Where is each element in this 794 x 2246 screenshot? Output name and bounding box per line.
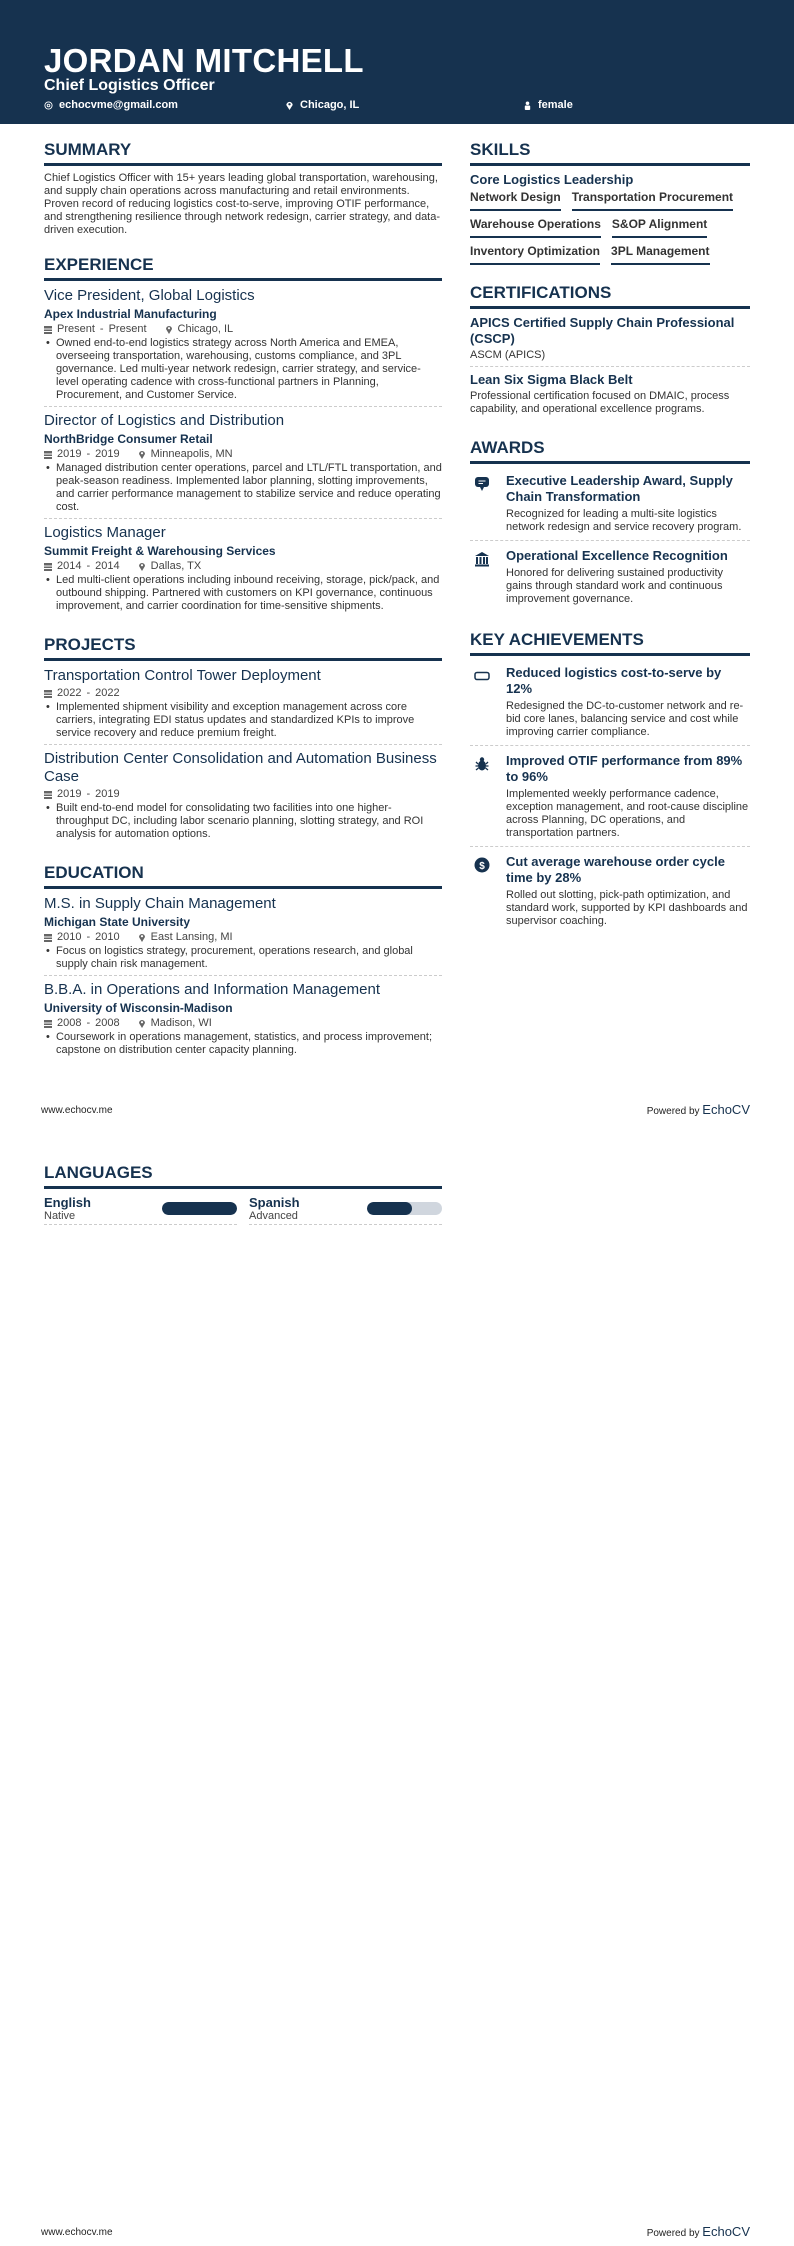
item-dates: 2019 - 2019 [44, 448, 120, 460]
user-icon [523, 101, 532, 110]
bug-icon [470, 753, 494, 840]
skill-tag: Inventory Optimization [470, 244, 600, 265]
item-meta [44, 323, 442, 335]
achievements-item [470, 750, 750, 847]
end-date: 2019 [95, 788, 120, 800]
language-item [44, 1195, 237, 1225]
end-date: 2008 [95, 1017, 120, 1029]
item-dates: 2019 - 2019 [44, 788, 120, 800]
candidate-name: JORDAN MITCHELL [44, 42, 364, 79]
achievements-item [470, 851, 750, 934]
map-pin-icon [138, 933, 146, 942]
item-location [138, 560, 202, 572]
left-column [44, 140, 442, 1079]
item-desc: Recognized for leading a multi-site logistics network redesign and service recovery program. [506, 508, 742, 533]
skill-tag: Network Design [470, 190, 561, 211]
skill-tag: 3PL Management [611, 244, 709, 265]
section-heading: AWARDS [470, 438, 750, 464]
calendar-icon [44, 689, 52, 698]
end-date: Present [108, 323, 147, 335]
bullet: • Led multi-client operations including inbound receiving, storage, pick/pack, and outbound shipping. Partnered with customers on KPI governance, continuous improvement, and carrier coordination for time-sensitive shipments. [44, 574, 442, 613]
bullet: • Implemented shipment visibility and exception management across core carriers, integrating EDI status updates and standardized KPIs to improve service recovery and reduce premium freight. [44, 701, 442, 740]
page-2 [0, 1123, 794, 2246]
achievements-item [470, 662, 750, 746]
certification-item [470, 372, 750, 420]
end-date: 2022 [95, 687, 120, 699]
end-date: 2014 [95, 560, 120, 572]
item-title: Vice President, Global Logistics [44, 287, 255, 304]
item-organization: Summit Freight & Warehousing Services [44, 544, 276, 558]
item-meta [44, 448, 442, 460]
skill-tags [470, 190, 750, 265]
item-desc: Implemented weekly performance cadence, exception management, and root-cause discipline across Planning, DC operations, and transportation partners. [506, 788, 749, 839]
certifications-section [470, 283, 750, 420]
awards-section [470, 438, 750, 612]
footer-site: www.echocv.me [41, 1105, 113, 1116]
education-item [44, 981, 442, 1061]
item-meta [44, 931, 442, 943]
item-dates: 2008 - 2008 [44, 1017, 120, 1029]
svg-text:$: $ [479, 861, 485, 872]
item-dates: 2022 - 2022 [44, 687, 120, 699]
comment-icon [470, 473, 494, 534]
item-title: Logistics Manager [44, 524, 166, 541]
section-heading: SKILLS [470, 140, 750, 166]
item-bullets [44, 337, 442, 402]
right-column [470, 140, 750, 952]
resume-header [0, 0, 794, 124]
item-meta [44, 687, 442, 699]
language-item [249, 1195, 442, 1225]
skill-tag: Warehouse Operations [470, 217, 601, 238]
footer-site: www.echocv.me [41, 2227, 113, 2238]
footer-powered [647, 1102, 750, 1117]
skills-section [470, 140, 750, 265]
skill-tag: Transportation Procurement [572, 190, 733, 211]
certification-desc: ASCM (APICS) [470, 349, 546, 361]
item-organization: University of Wisconsin-Madison [44, 1001, 233, 1015]
bullet: • Built end-to-end model for consolidating two facilities into one higher-throughput DC, including labor scenario planning, slotting strategy, and ROI analysis for automation options. [44, 802, 442, 841]
item-title: B.B.A. in Operations and Information Management [44, 981, 381, 998]
start-date: 2019 [57, 788, 82, 800]
experience-section [44, 255, 442, 617]
item-title: Transportation Control Tower Deployment [44, 667, 321, 684]
calendar-icon [44, 933, 52, 942]
map-pin-icon [165, 325, 173, 334]
skill-group-title: Core Logistics Leadership [470, 172, 634, 187]
education-section [44, 863, 442, 1061]
section-heading: EDUCATION [44, 863, 442, 889]
item-dates: Present - Present [44, 323, 147, 335]
location-text: Chicago, IL [177, 323, 234, 335]
item-title: Improved OTIF performance from 89% to 96% [506, 753, 743, 784]
item-bullets [44, 945, 442, 971]
language-level: Native [44, 1210, 76, 1222]
certification-title: APICS Certified Supply Chain Professional (CSCP) [470, 315, 735, 346]
item-desc: Redesigned the DC-to-customer network and re-bid core lanes, balancing service and cost while improving carrier compliance. [506, 700, 744, 738]
location-text: East Lansing, MI [150, 931, 233, 943]
projects-section [44, 635, 442, 845]
certification-item [470, 315, 750, 367]
bullet: • Focus on logistics strategy, procurement, operations research, and global supply chain risk management. [44, 945, 442, 971]
proficiency-fill [367, 1202, 412, 1215]
start-date: 2019 [57, 448, 82, 460]
item-bullets [44, 1031, 442, 1057]
item-desc: Honored for delivering sustained productivity gains through standard work and continuous improvement governance. [506, 567, 724, 605]
calendar-icon [44, 562, 52, 571]
location-text: Minneapolis, MN [150, 448, 233, 460]
item-title: Operational Excellence Recognition [506, 548, 728, 563]
map-pin-icon [138, 562, 146, 571]
item-meta [44, 560, 442, 572]
item-bullets [44, 701, 442, 740]
section-heading: SUMMARY [44, 140, 442, 166]
calendar-icon [44, 790, 52, 799]
education-item [44, 895, 442, 976]
calendar-icon [44, 450, 52, 459]
item-location [138, 448, 233, 460]
item-organization: Michigan State University [44, 915, 191, 929]
bullet: • Owned end-to-end logistics strategy across North America and EMEA, overseeing transportation, warehousing, customs compliance, and 3PL governance. Led multi-year network redesign, carrier strategy, and service-level operating cadence with cross-functional partners in Planning, Procurement, and Customer Service. [44, 337, 442, 402]
achievements-section [470, 630, 750, 934]
projects-item [44, 750, 442, 845]
item-title: Reduced logistics cost-to-serve by 12% [506, 665, 722, 696]
map-pin-icon [138, 1019, 146, 1028]
item-organization: NorthBridge Consumer Retail [44, 432, 213, 446]
start-date: 2010 [57, 931, 82, 943]
item-title: Cut average warehouse order cycle time by 28% [506, 854, 725, 885]
powered-label: Powered by [646, 2228, 700, 2239]
item-title: Director of Logistics and Distribution [44, 412, 285, 429]
calendar-icon [44, 325, 52, 334]
bullet: • Coursework in operations management, statistics, and process improvement; capstone on distribution center capacity planning. [44, 1031, 442, 1057]
start-date: Present [57, 323, 95, 335]
location-text: Dallas, TX [150, 560, 202, 572]
language-name: English [44, 1195, 91, 1210]
start-date: 2022 [57, 687, 82, 699]
item-desc: Rolled out slotting, pick-path optimization, and standard work, supported by KPI dashboards and supervisor coaching. [506, 889, 748, 927]
contact-location [285, 99, 359, 111]
location-text: Madison, WI [150, 1017, 212, 1029]
brand-name: EchoCV [702, 1102, 750, 1117]
section-heading: LANGUAGES [44, 1163, 442, 1189]
section-heading: EXPERIENCE [44, 255, 442, 281]
languages-section [44, 1163, 442, 1225]
item-organization: Apex Industrial Manufacturing [44, 307, 217, 321]
email-text: echocvme@gmail.com [59, 99, 178, 111]
dollar-icon [470, 854, 494, 928]
item-dates: 2014 - 2014 [44, 560, 120, 572]
item-meta [44, 1017, 442, 1029]
experience-item [44, 412, 442, 519]
awards-item [470, 545, 750, 612]
item-bullets [44, 462, 442, 514]
proficiency-bar [162, 1202, 237, 1215]
item-location [138, 931, 233, 943]
powered-label: Powered by [646, 1106, 700, 1117]
proficiency-bar [367, 1202, 442, 1215]
item-meta [44, 788, 442, 800]
bank-icon [470, 548, 494, 606]
summary-text: Chief Logistics Officer with 15+ years leading global transportation, warehousing, and supply chain operations across manufacturing and retail environments. Proven record of reducing logistics cost-to-serve, improving OTIF performance, and strengthening resilience through network redesign, carrier strategy, and data-driven execution. [44, 172, 441, 236]
map-pin-icon [285, 101, 294, 110]
item-bullets [44, 574, 442, 613]
candidate-title: Chief Logistics Officer [44, 77, 215, 94]
brand-name: EchoCV [702, 2224, 750, 2239]
location-text: Chicago, IL [300, 99, 360, 111]
item-bullets [44, 802, 442, 841]
proficiency-fill [162, 1202, 237, 1215]
language-level: Advanced [249, 1210, 298, 1222]
footer-powered [647, 2224, 750, 2239]
start-date: 2008 [57, 1017, 82, 1029]
end-date: 2010 [95, 931, 120, 943]
at-icon [44, 101, 53, 110]
certification-title: Lean Six Sigma Black Belt [470, 372, 633, 387]
experience-item [44, 524, 442, 617]
gender-text: female [538, 99, 573, 111]
skill-tag: S&OP Alignment [612, 217, 707, 238]
contact-email [44, 99, 178, 111]
end-date: 2019 [95, 448, 120, 460]
start-date: 2014 [57, 560, 82, 572]
section-heading: CERTIFICATIONS [470, 283, 750, 309]
item-title: Distribution Center Consolidation and Automation Business Case [44, 750, 437, 785]
certification-desc: Professional certification focused on DMAIC, process capability, and operational excellence programs. [470, 390, 730, 415]
section-heading: KEY ACHIEVEMENTS [470, 630, 750, 656]
section-heading: PROJECTS [44, 635, 442, 661]
bullet: • Managed distribution center operations, parcel and LTL/FTL transportation, and peak-season readiness. Implemented labor planning, slotting improvements, and carrier performance management to stabilize service and reduce operating cost. [44, 462, 442, 514]
contact-gender [523, 99, 573, 111]
item-title: Executive Leadership Award, Supply Chain Transformation [506, 473, 733, 504]
calendar-icon [44, 1019, 52, 1028]
language-list [44, 1195, 442, 1225]
projects-item [44, 667, 442, 745]
item-location [165, 323, 234, 335]
summary-section [44, 140, 442, 237]
battery-icon [470, 665, 494, 739]
awards-item [470, 470, 750, 541]
language-name: Spanish [249, 1195, 300, 1210]
item-location [138, 1017, 212, 1029]
item-dates: 2010 - 2010 [44, 931, 120, 943]
map-pin-icon [138, 450, 146, 459]
experience-item [44, 287, 442, 407]
item-title: M.S. in Supply Chain Management [44, 895, 276, 912]
